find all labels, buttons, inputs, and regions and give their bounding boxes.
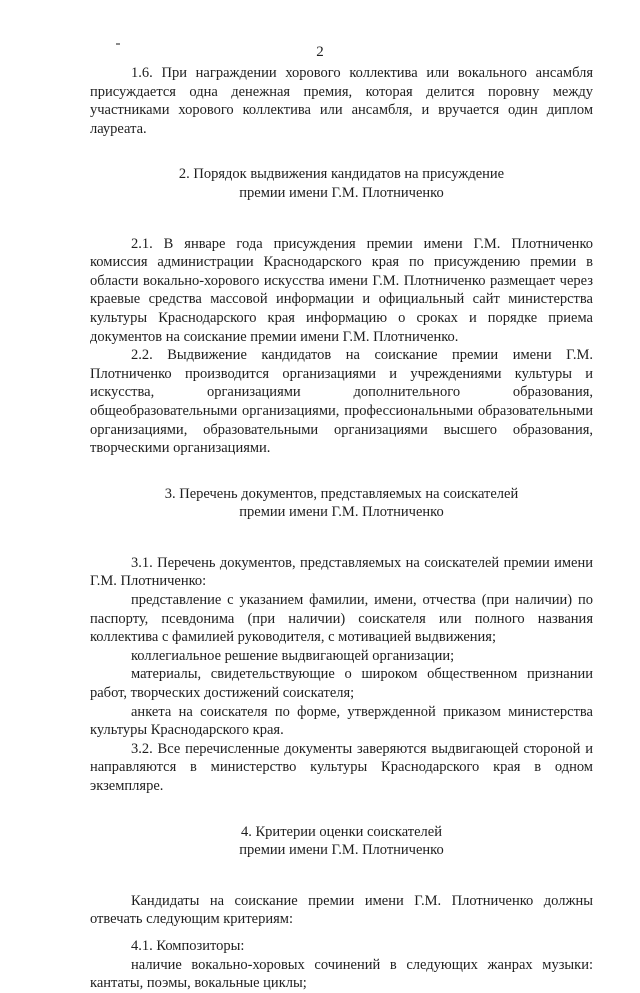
paragraph-4-1-item-1: наличие вокально-хоровых сочинений в следующих жанрах музыки: кантаты, поэмы, вокальные циклы; [90,956,593,992]
document-body [90,64,593,993]
paragraph-3-1-item-2: коллегиальное решение выдвигающей организации; [131,647,455,664]
section-3-heading-line-1: 3. Перечень документов, представляемых на соискателей [164,485,519,502]
section-2-heading-line-1: 2. Порядок выдвижения кандидатов на присуждение [178,166,505,183]
paragraph-3-2: 3.2. Все перечисленные документы заверяются выдвигающей стороной и направляются в министерство культуры Краснодарского края в одном экземпляре. [90,740,593,794]
paragraph-2-1: 2.1. В январе года присуждения премии имени Г.М. Плотниченко комиссия администрации Краснодарского края по присуждению премии в области вокально-хорового искусства имени Г.М. Плотниченко размещает через краевые средства массовой информации и официальный сайт министерства культуры Краснодарского края информацию о сроках и порядке приема документов на соискание премии имени Г.М. Плотниченко. [90,235,593,345]
paragraph-1-6: 1.6. При награждении хорового коллектива или вокального ансамбля присуждается одна денежная премия, которая делится поровну между участниками хорового коллектива или ансамбля, и вручается один диплом лауреата. [90,65,593,137]
section-3-heading-line-2: премии имени Г.М. Плотниченко [239,504,444,521]
section-2-heading-line-2: премии имени Г.М. Плотниченко [239,184,444,201]
section-4-heading [90,823,593,860]
page-number: 2 [316,44,324,60]
paragraph-3-1: 3.1. Перечень документов, представляемых на соискателей премии имени Г.М. Плотниченко: [90,554,593,590]
paragraph-3-1-item-1: представление с указанием фамилии, имени, отчества (при наличии) по паспорту, псевдонима (при наличии) соискателя или полного названия коллектива с фамилией руководителя, с мотивацией выдвижения; [90,592,593,646]
paragraph-2-2: 2.2. Выдвижение кандидатов на соискание премии имени Г.М. Плотниченко производится организациями и учреждениями культуры и искусства, организациями дополнительного образования, общеобразовательными организациями, профессиональными образовательными организациями, образовательными организациями высшего образования, творческими организациями. [90,347,593,457]
paragraph-4-1: 4.1. Композиторы: [131,937,245,954]
section-2-heading [90,165,593,202]
section-4-heading-line-1: 4. Критерии оценки соискателей [241,823,442,840]
section-4-heading-line-2: премии имени Г.М. Плотниченко [239,842,444,859]
paragraph-3-1-item-3: материалы, свидетельствующие о широком общественном признании работ, творческих достижений соискателя; [90,666,593,702]
paragraph-3-1-item-4: анкета на соискателя по форме, утвержденной приказом министерства культуры Краснодарского края. [90,703,593,739]
paragraph-4-intro: Кандидаты на соискание премии имени Г.М. Плотниченко должны отвечать следующим критериям: [90,892,593,928]
section-3-heading [90,485,593,522]
